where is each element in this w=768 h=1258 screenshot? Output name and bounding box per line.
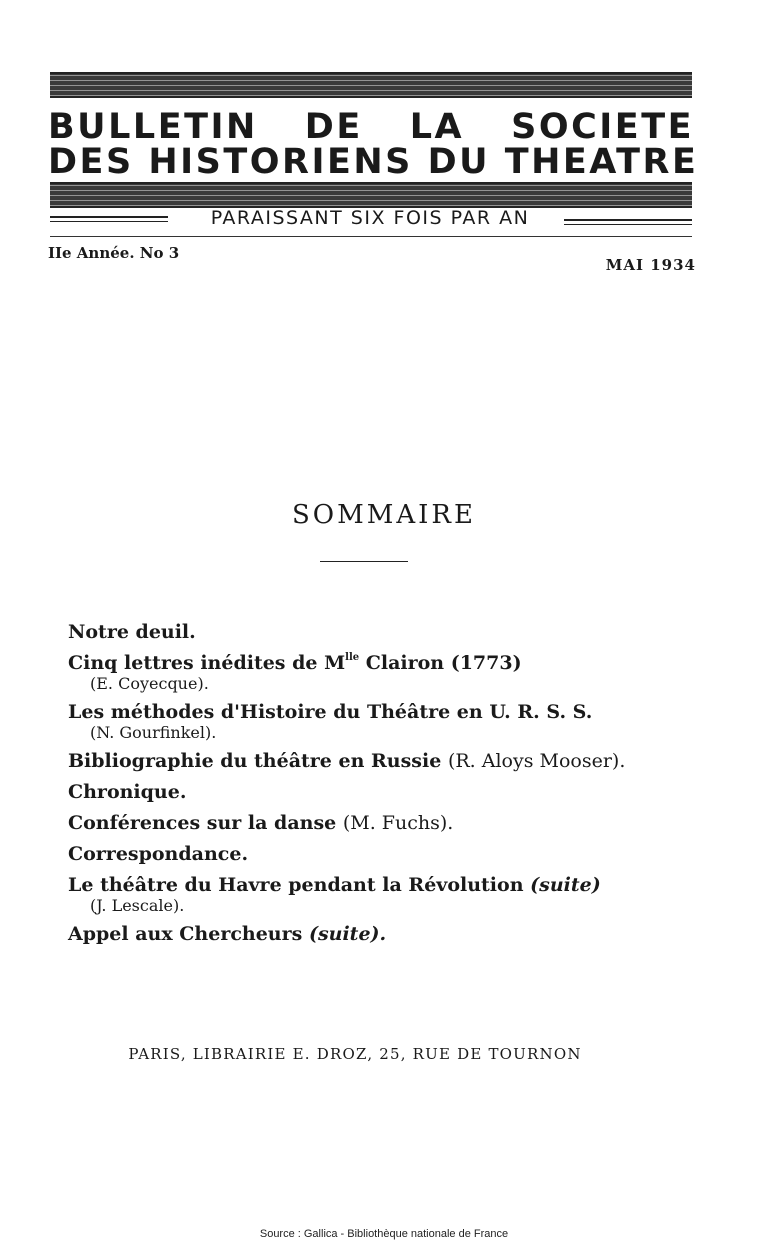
masthead-title-line-1: BULLETIN DE LA SOCIETE (48, 107, 694, 147)
toc-entry (68, 700, 708, 743)
toc-author: (J. Lescale). (90, 896, 185, 915)
toc-author: (E. Coyecque). (90, 674, 209, 693)
masthead-top-band (50, 72, 692, 98)
toc-entry (68, 780, 708, 805)
toc-entry (68, 749, 708, 774)
sommaire-heading: SOMMAIRE (292, 500, 476, 530)
toc-entry (68, 811, 708, 836)
masthead-divider (50, 236, 692, 237)
source-credit: Source : Gallica - Bibliothèque nationale de France (259, 1228, 509, 1240)
toc-author: (M. Fuchs). (342, 812, 454, 834)
toc-title: Cinq lettres inédites de $M^{lle}$ Clairon (1773) (68, 652, 522, 674)
toc-title: Correspondance. (68, 843, 249, 865)
toc-title: Les méthodes d'Histoire du Théâtre en U. R. S. S. (68, 701, 593, 723)
toc-author: (R. Aloys Mooser). (447, 750, 626, 772)
toc-title: Notre deuil. (68, 621, 196, 643)
toc-entry (68, 651, 708, 694)
masthead-title-line-2: DES HISTORIENS DU THEATRE (48, 142, 699, 182)
toc-suffix: (suite) (530, 874, 601, 896)
toc-entry (68, 620, 708, 645)
subtitle-rule-left (50, 216, 168, 222)
toc-title: Bibliographie du théâtre en Russie (R. Aloys Mooser). (68, 750, 626, 772)
issue-number: IIe Année. No 3 (48, 244, 180, 262)
masthead-subtitle: PARAISSANT SIX FOIS PAR AN (210, 207, 530, 229)
toc-entry (68, 842, 708, 867)
issue-date: MAI 1934 (605, 256, 696, 274)
toc-title: Conférences sur la danse (M. Fuchs). (68, 812, 454, 834)
toc-entry (68, 873, 708, 916)
sommaire-rule (320, 561, 408, 562)
publisher-line: PARIS, LIBRAIRIE E. DROZ, 25, RUE DE TOURNON (128, 1045, 582, 1063)
toc-author: (N. Gourfinkel). (90, 723, 217, 742)
masthead-subtitle-row (50, 207, 692, 233)
masthead-bottom-band (50, 182, 692, 208)
toc-title: Chronique. (68, 781, 187, 803)
toc-title: Appel aux Chercheurs (suite). (68, 923, 387, 945)
toc-suffix: (suite). (308, 923, 387, 945)
subtitle-rule-right (564, 219, 692, 225)
table-of-contents (68, 620, 708, 947)
toc-title: Le théâtre du Havre pendant la Révolution (suite) (68, 874, 601, 896)
toc-entry (68, 922, 708, 947)
